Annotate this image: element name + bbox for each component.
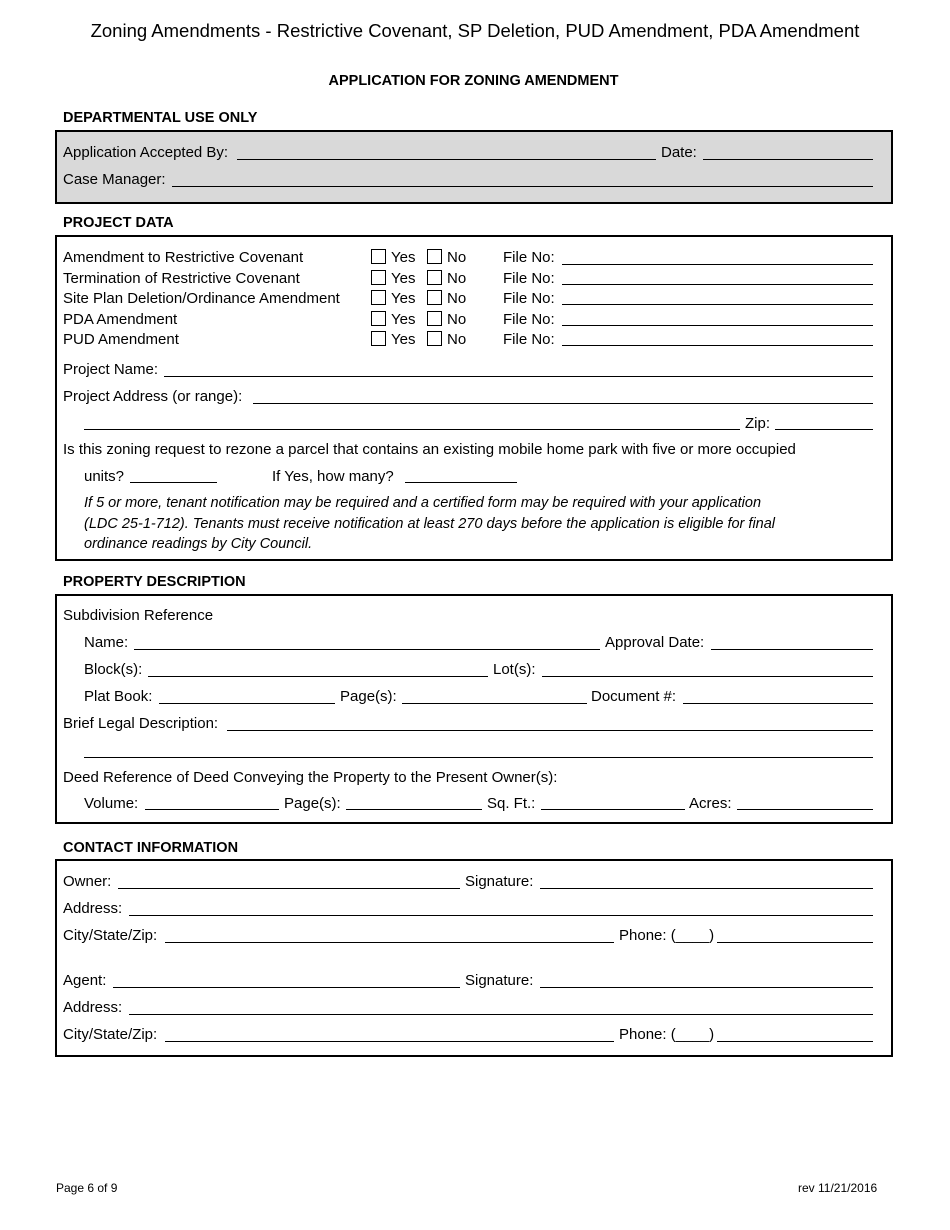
subdivision-reference-label: Subdivision Reference <box>63 607 214 624</box>
file-no-field[interactable] <box>562 325 873 326</box>
owner-phone-label: Phone: (____) <box>619 927 715 944</box>
sqft-field[interactable] <box>541 809 685 810</box>
lots-field[interactable] <box>542 676 873 677</box>
file-no-label: File No: <box>503 290 555 307</box>
no-label: No <box>447 270 467 287</box>
deed-pages-label: Page(s): <box>284 795 341 812</box>
form-title: APPLICATION FOR ZONING AMENDMENT <box>328 73 619 89</box>
zip-label: Zip: <box>745 415 771 432</box>
subdivision-name-label: Name: <box>84 634 129 651</box>
file-no-label: File No: <box>503 270 555 287</box>
project-item-label: Termination of Restrictive Covenant <box>63 270 300 287</box>
project-address-label: Project Address (or range): <box>63 388 243 405</box>
approval-date-label: Approval Date: <box>605 634 705 651</box>
plat-book-label: Plat Book: <box>84 688 153 705</box>
project-name-label: Project Name: <box>63 361 159 378</box>
owner-field[interactable] <box>118 888 460 889</box>
yes-checkbox[interactable] <box>371 311 386 326</box>
file-no-field[interactable] <box>562 345 873 346</box>
no-checkbox[interactable] <box>427 311 442 326</box>
yes-checkbox[interactable] <box>371 249 386 264</box>
file-no-field[interactable] <box>562 284 873 285</box>
no-label: No <box>447 331 467 348</box>
project-item-label: Amendment to Restrictive Covenant <box>63 249 304 266</box>
agent-phone-label: Phone: (____) <box>619 1026 715 1043</box>
acres-field[interactable] <box>737 809 873 810</box>
volume-field[interactable] <box>145 809 279 810</box>
no-label: No <box>447 311 467 328</box>
owner-address-label: Address: <box>63 900 123 917</box>
project-item-label: Site Plan Deletion/Ordinance Amendment <box>63 290 340 307</box>
no-checkbox[interactable] <box>427 249 442 264</box>
pages-field[interactable] <box>402 703 587 704</box>
document-number-label: Document #: <box>591 688 677 705</box>
lots-label: Lot(s): <box>493 661 536 678</box>
page-number: Page 6 of 9 <box>56 1181 118 1195</box>
yes-label: Yes <box>391 290 416 307</box>
agent-field[interactable] <box>113 987 460 988</box>
volume-label: Volume: <box>84 795 139 812</box>
legal-description-field-2[interactable] <box>84 757 873 758</box>
date-label: Date: <box>661 144 697 161</box>
note-line: (LDC 25-1-712). Tenants must receive notification at least 270 days before the application is eligible for final <box>84 515 776 532</box>
agent-city-field[interactable] <box>165 1041 614 1042</box>
yes-checkbox[interactable] <box>371 331 386 346</box>
owner-phone-field[interactable] <box>717 942 873 943</box>
no-label: No <box>447 249 467 266</box>
contact-information-heading: CONTACT INFORMATION <box>63 840 239 856</box>
note-line: ordinance readings by City Council. <box>84 536 313 552</box>
yes-checkbox[interactable] <box>371 270 386 285</box>
zip-field[interactable] <box>775 429 873 430</box>
departmental-heading: DEPARTMENTAL USE ONLY <box>63 110 258 126</box>
no-checkbox[interactable] <box>427 290 442 305</box>
project-name-field[interactable] <box>164 376 873 377</box>
note-line: If 5 or more, tenant notification may be required and a certified form may be required with your application <box>84 495 762 511</box>
owner-city-field[interactable] <box>165 942 614 943</box>
subdivision-name-field[interactable] <box>134 649 600 650</box>
agent-signature-label: Signature: <box>465 972 534 989</box>
deed-reference-label: Deed Reference of Deed Conveying the Property to the Present Owner(s): <box>63 769 558 786</box>
yes-checkbox[interactable] <box>371 290 386 305</box>
file-no-field[interactable] <box>562 264 873 265</box>
case-manager-field[interactable] <box>172 186 873 187</box>
owner-address-field[interactable] <box>129 915 873 916</box>
date-field[interactable] <box>703 159 873 160</box>
yes-label: Yes <box>391 249 416 266</box>
document-title: Zoning Amendments - Restrictive Covenant, SP Deletion, PUD Amendment, PDA Amendment <box>90 20 860 41</box>
units-label: units? <box>84 468 125 485</box>
case-manager-label: Case Manager: <box>63 171 166 188</box>
property-description-box <box>55 594 893 824</box>
file-no-label: File No: <box>503 331 555 348</box>
agent-address-field[interactable] <box>129 1014 873 1015</box>
agent-phone-field[interactable] <box>717 1041 873 1042</box>
yes-label: Yes <box>391 311 416 328</box>
project-item-label: PUD Amendment <box>63 331 179 348</box>
owner-signature-field[interactable] <box>540 888 873 889</box>
yes-label: Yes <box>391 331 416 348</box>
accepted-by-label: Application Accepted By: <box>63 144 229 161</box>
accepted-by-field[interactable] <box>237 159 656 160</box>
project-data-heading: PROJECT DATA <box>63 215 174 231</box>
yes-label: Yes <box>391 270 416 287</box>
pages-label: Page(s): <box>340 688 397 705</box>
owner-signature-label: Signature: <box>465 873 534 890</box>
how-many-field[interactable] <box>405 482 517 483</box>
legal-description-field[interactable] <box>227 730 873 731</box>
project-item-label: PDA Amendment <box>63 311 178 328</box>
project-address-field[interactable] <box>253 403 873 404</box>
approval-date-field[interactable] <box>711 649 873 650</box>
departmental-box <box>55 130 893 204</box>
file-no-field[interactable] <box>562 304 873 305</box>
tenant-notification-note <box>84 493 874 555</box>
owner-label: Owner: <box>63 873 112 890</box>
file-no-label: File No: <box>503 311 555 328</box>
acres-label: Acres: <box>689 795 732 812</box>
mobile-home-question: Is this zoning request to rezone a parcel that contains an existing mobile home park with five or more occupied <box>63 441 796 458</box>
file-no-label: File No: <box>503 249 555 266</box>
no-checkbox[interactable] <box>427 270 442 285</box>
agent-label: Agent: <box>63 972 107 989</box>
blocks-field[interactable] <box>148 676 488 677</box>
no-label: No <box>447 290 467 307</box>
project-address-field-2[interactable] <box>84 429 740 430</box>
blocks-label: Block(s): <box>84 661 143 678</box>
property-description-heading: PROPERTY DESCRIPTION <box>63 574 246 590</box>
revision-date: rev 11/21/2016 <box>798 1181 878 1195</box>
agent-signature-field[interactable] <box>540 987 873 988</box>
deed-pages-field[interactable] <box>346 809 482 810</box>
plat-book-field[interactable] <box>159 703 335 704</box>
how-many-label: If Yes, how many? <box>272 468 394 485</box>
no-checkbox[interactable] <box>427 331 442 346</box>
owner-city-label: City/State/Zip: <box>63 927 158 944</box>
units-field[interactable] <box>130 482 217 483</box>
agent-address-label: Address: <box>63 999 123 1016</box>
document-number-field[interactable] <box>683 703 873 704</box>
agent-city-label: City/State/Zip: <box>63 1026 158 1043</box>
legal-description-label: Brief Legal Description: <box>63 715 219 732</box>
sqft-label: Sq. Ft.: <box>487 795 536 812</box>
